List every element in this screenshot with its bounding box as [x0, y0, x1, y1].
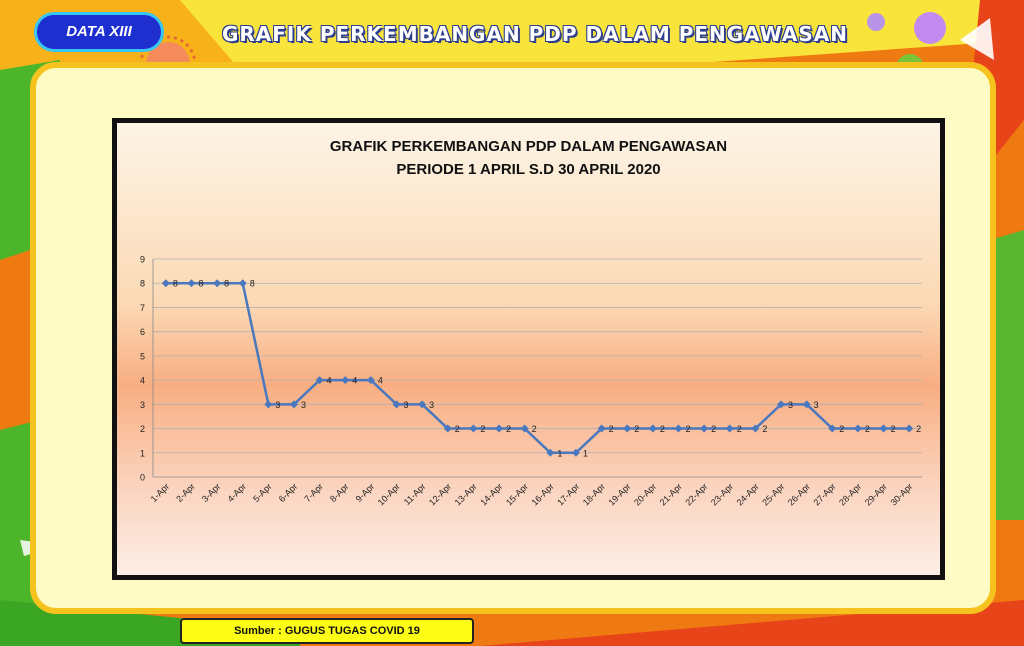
x-tick-label: 19-Apr	[606, 481, 633, 508]
x-tick-label: 14-Apr	[478, 481, 505, 508]
x-tick-label: 30-Apr	[888, 481, 915, 508]
data-label: 2	[531, 424, 537, 435]
data-label: 2	[762, 424, 768, 435]
x-tick-label: 18-Apr	[580, 481, 607, 508]
data-point	[880, 425, 888, 433]
data-label: 2	[454, 424, 460, 435]
data-label: 4	[377, 375, 383, 386]
page-title: GRAFIK PERKEMBANGAN PDP DALAM PENGAWASAN	[221, 22, 849, 46]
x-tick-label: 8-Apr	[328, 481, 351, 504]
x-tick-label: 22-Apr	[683, 481, 710, 508]
line-chart	[117, 123, 940, 575]
x-tick-label: 29-Apr	[862, 481, 889, 508]
data-point	[495, 425, 503, 433]
data-label: 3	[300, 399, 306, 410]
x-tick-label: 15-Apr	[503, 481, 531, 508]
x-tick-label: 13-Apr	[452, 481, 479, 508]
x-tick-label: 2-Apr	[174, 481, 197, 504]
data-label: 1	[582, 448, 588, 459]
data-label: 2	[480, 424, 486, 435]
data-point	[469, 425, 477, 433]
data-point	[726, 425, 734, 433]
data-point	[674, 425, 682, 433]
x-tick-label: 7-Apr	[302, 481, 326, 504]
data-label: 2	[711, 424, 717, 435]
y-tick-label: 6	[139, 327, 145, 338]
x-tick-label: 26-Apr	[785, 481, 813, 508]
data-label: 4	[352, 375, 358, 386]
x-tick-label: 9-Apr	[353, 481, 377, 504]
y-tick-label: 1	[139, 448, 145, 459]
y-tick-label: 2	[139, 424, 145, 435]
y-tick-label: 8	[139, 278, 145, 289]
x-tick-label: 25-Apr	[760, 481, 787, 508]
y-tick-label: 3	[139, 399, 145, 410]
data-point	[905, 425, 913, 433]
x-tick-label: 23-Apr	[708, 481, 736, 508]
y-tick-label: 4	[139, 375, 145, 386]
data-point	[162, 279, 170, 287]
y-tick-label: 0	[139, 472, 145, 483]
data-label: 2	[916, 424, 922, 435]
data-label: 3	[429, 399, 435, 410]
chart-frame	[112, 118, 945, 580]
data-label: 8	[249, 278, 255, 289]
data-point	[854, 425, 862, 433]
data-label: 3	[788, 399, 794, 410]
data-label: 2	[634, 424, 640, 435]
x-tick-label: 27-Apr	[811, 481, 838, 508]
data-label: 2	[659, 424, 665, 435]
data-point	[213, 279, 221, 287]
data-label: 4	[326, 375, 332, 386]
y-tick-label: 9	[139, 254, 145, 265]
x-tick-label: 4-Apr	[225, 481, 249, 504]
series-line	[166, 283, 909, 453]
chart-subtitle: PERIODE 1 APRIL S.D 30 APRIL 2020	[396, 161, 661, 178]
data-label: 1	[557, 448, 563, 459]
x-tick-label: 1-Apr	[148, 481, 172, 504]
data-label: 3	[403, 399, 409, 410]
y-tick-label: 5	[139, 351, 145, 362]
data-label: 8	[198, 278, 204, 289]
data-point	[187, 279, 195, 287]
x-tick-label: 6-Apr	[276, 481, 300, 504]
x-tick-label: 5-Apr	[251, 481, 274, 504]
data-point	[341, 376, 349, 384]
data-point	[623, 425, 631, 433]
x-tick-label: 16-Apr	[529, 481, 556, 508]
x-tick-label: 3-Apr	[199, 481, 223, 504]
x-tick-label: 10-Apr	[375, 481, 402, 508]
data-point	[264, 400, 272, 408]
data-label: 3	[275, 399, 281, 410]
data-label: 2	[890, 424, 896, 435]
chart-title: GRAFIK PERKEMBANGAN PDP DALAM PENGAWASAN	[329, 138, 728, 155]
y-tick-label: 7	[139, 302, 145, 313]
data-label: 8	[224, 278, 230, 289]
x-tick-label: 24-Apr	[734, 481, 761, 508]
data-label: 2	[736, 424, 742, 435]
data-point	[700, 425, 708, 433]
x-tick-label: 28-Apr	[837, 481, 864, 508]
data-label: 2	[506, 424, 512, 435]
data-label: 8	[172, 278, 178, 289]
x-tick-label: 11-Apr	[401, 481, 428, 508]
x-tick-label: 12-Apr	[427, 481, 454, 508]
x-tick-label: 20-Apr	[632, 481, 659, 508]
data-badge: DATA XIII	[34, 12, 164, 52]
data-label: 2	[685, 424, 691, 435]
data-label: 2	[608, 424, 614, 435]
data-label: 2	[839, 424, 845, 435]
data-label: 2	[864, 424, 870, 435]
data-point	[649, 425, 657, 433]
data-label: 3	[813, 399, 819, 410]
x-tick-label: 21-Apr	[657, 481, 684, 508]
source-label: Sumber : GUGUS TUGAS COVID 19	[180, 618, 474, 644]
x-tick-label: 17-Apr	[555, 481, 582, 508]
data-point	[239, 279, 247, 287]
